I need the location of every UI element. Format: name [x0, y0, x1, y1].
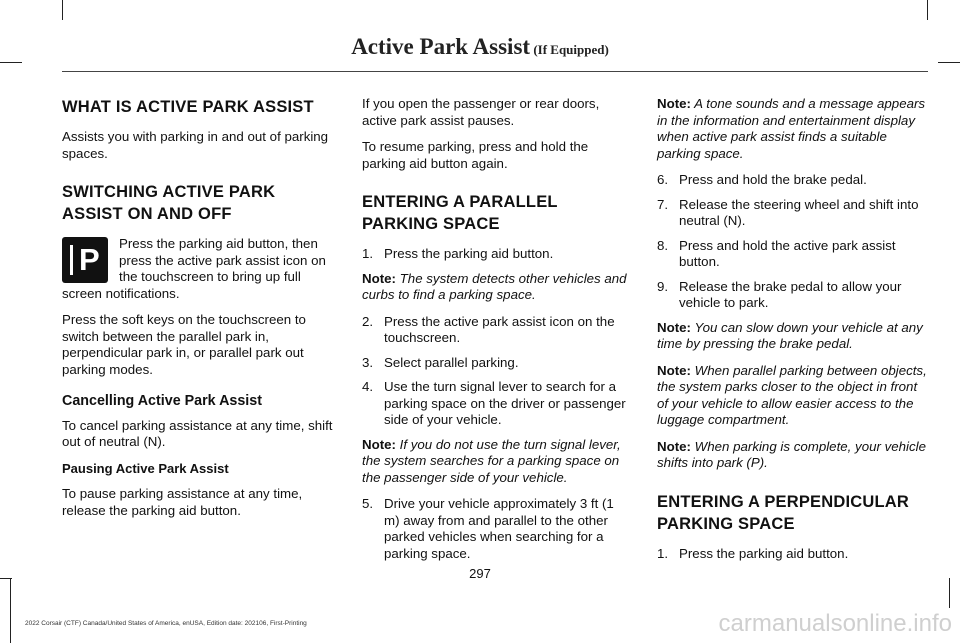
crop-mark — [938, 62, 960, 63]
list-item: 3. Select parallel parking. — [362, 354, 519, 370]
note: Note: The system detects other vehicles and curbs to find a parking space. — [362, 270, 627, 302]
paragraph: If you open the passenger or rear doors, active park assist pauses. — [362, 96, 600, 128]
list-item: 6. Press and hold the brake pedal. — [657, 172, 867, 187]
paragraph: Press the parking aid button, then press the active park assist icon on the touchscreen to bring up full screen notifications. — [62, 236, 326, 301]
icon-paragraph — [62, 236, 338, 312]
paragraph: To cancel parking assistance at any time, shift out of neutral (N). — [62, 417, 333, 449]
list-item: 9. Release the brake pedal to allow your vehicle to park. — [657, 278, 902, 310]
list-item: 1. Press the parking aid button. — [657, 545, 849, 561]
header-subtitle: (If Equipped) — [530, 42, 609, 57]
paragraph: To pause parking assistance at any time, release the parking aid button. — [62, 486, 303, 518]
heading-parallel: ENTERING A PARALLEL PARKING SPACE — [362, 193, 558, 233]
note: Note: A tone sounds and a message appears in the information and entertainment display when active park assist finds a suitable parking space. — [657, 96, 926, 161]
subheading-cancelling: Cancelling Active Park Assist — [62, 393, 262, 409]
list-item: 2. Press the active park assist icon on the touchscreen. — [362, 313, 615, 345]
column-3 — [657, 96, 927, 570]
column-1 — [62, 96, 338, 529]
note: Note: If you do not use the turn signal lever, the system searches for a parking space on the passenger side of your vehicle. — [362, 436, 621, 485]
page-number: 297 — [469, 566, 491, 581]
subheading-pausing: Pausing Active Park Assist — [62, 460, 229, 476]
crop-mark — [949, 578, 950, 608]
parking-aid-button-icon: P — [62, 237, 108, 283]
list-item: 1. Press the parking aid button. — [362, 246, 554, 261]
crop-mark — [62, 0, 63, 20]
list-item: 7. Release the steering wheel and shift into neutral (N). — [657, 196, 919, 228]
crop-mark — [927, 0, 928, 20]
footer-edition: 2022 Corsair (CTF) Canada/United States of America, enUSA, Edition date: 202106, First-Printing — [25, 620, 307, 627]
crop-mark — [0, 62, 22, 63]
paragraph: Assists you with parking in and out of parking spaces. — [62, 129, 329, 161]
page-header — [0, 34, 960, 60]
header-title: Active Park Assist — [351, 34, 531, 59]
note: Note: When parallel parking between objects, the system parks closer to the object in front of your vehicle to allow easier access to the luggage compartment. — [657, 362, 927, 427]
note: Note: You can slow down your vehicle at any time by pressing the brake pedal. — [657, 319, 923, 351]
list-item: 4. Use the turn signal lever to search for a parking space on the driver or passenger side of your vehicle. — [362, 379, 626, 427]
header-rule — [62, 71, 928, 72]
note: Note: When parking is complete, your vehicle shifts into park (P). — [657, 438, 927, 470]
heading-perpendicular: ENTERING A PERPENDICULAR PARKING SPACE — [657, 492, 910, 533]
watermark: carmanualsonline.info — [718, 610, 952, 637]
crop-mark — [10, 578, 11, 643]
paragraph: Press the soft keys on the touchscreen to switch between the parallel park in, perpendicular park in, or parallel park out parking modes. — [62, 312, 306, 377]
column-2 — [362, 96, 632, 570]
paragraph: To resume parking, press and hold the parking aid button again. — [362, 139, 589, 171]
heading-switching: SWITCHING ACTIVE PARK ASSIST ON AND OFF — [62, 183, 276, 223]
heading-what-is: WHAT IS ACTIVE PARK ASSIST — [62, 98, 314, 116]
list-item: 8. Press and hold the active park assist button. — [657, 237, 896, 269]
list-item: 5. Drive your vehicle approximately 3 ft (1 m) away from and parallel to the other parked vehicles when searching for a parking space. — [362, 496, 614, 561]
